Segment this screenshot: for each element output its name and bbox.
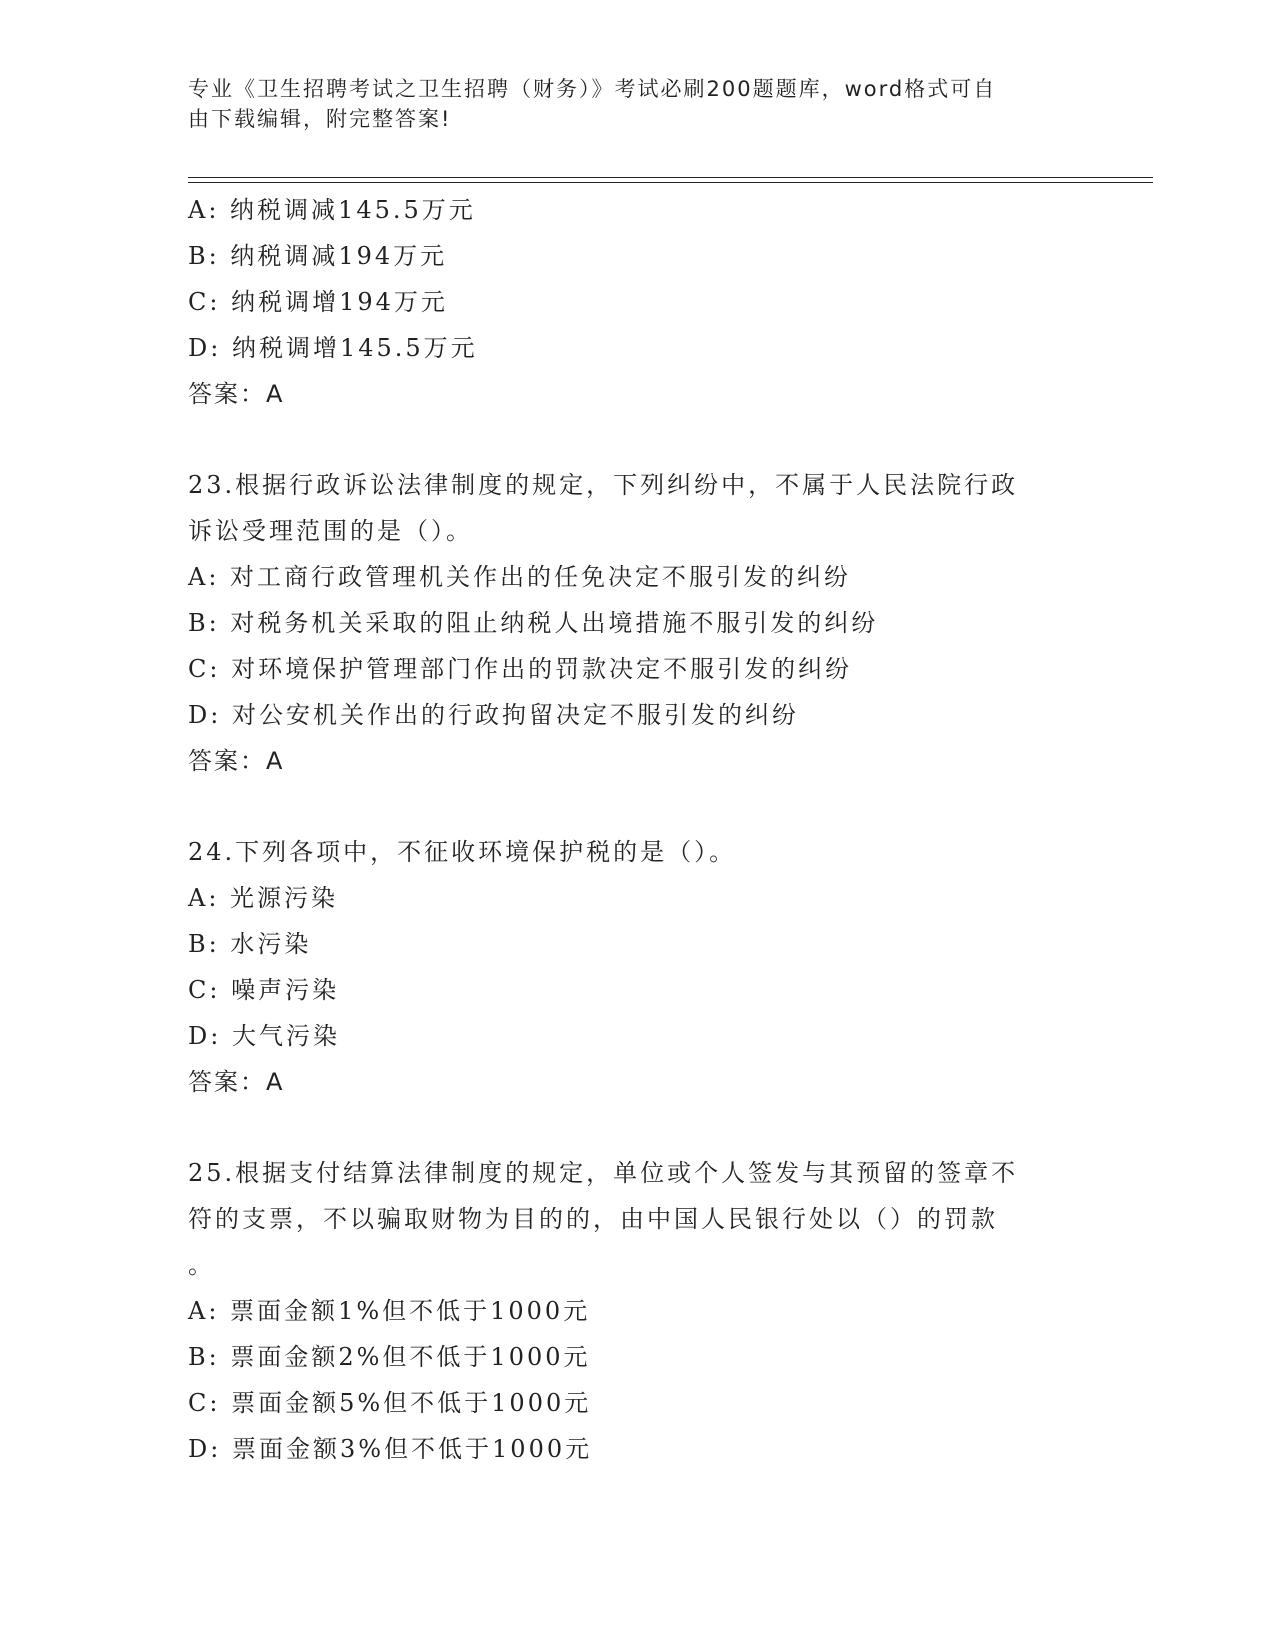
question-stem-line-2: 符的支票，不以骗取财物为目的的，由中国人民银行处以（）的罚款 <box>188 1205 998 1233</box>
spacer <box>188 417 1088 462</box>
option-c: C: 票面金额5%但不低于1000元 <box>188 1389 592 1417</box>
option-c: C: 对环境保护管理部门作出的罚款决定不服引发的纠纷 <box>188 655 853 683</box>
option-b: B: 纳税调减194万元 <box>188 242 448 270</box>
answer: 答案：A <box>188 747 285 775</box>
option-a: A: 纳税调减145.5万元 <box>188 196 476 224</box>
option-c: C: 纳税调增194万元 <box>188 288 448 316</box>
question-stem-line-1: 24.下列各项中，不征收环境保护税的是（）。 <box>188 838 737 866</box>
question-23 <box>188 462 1088 784</box>
option-a: A: 对工商行政管理机关作出的任免决定不服引发的纠纷 <box>188 563 852 591</box>
option-c: C: 噪声污染 <box>188 976 340 1004</box>
header-line-2: 由下载编辑，附完整答案! <box>188 107 452 131</box>
question-stem-line-1: 25.根据支付结算法律制度的规定，单位或个人签发与其预留的签章不 <box>188 1159 1019 1187</box>
option-d: D: 票面金额3%但不低于1000元 <box>188 1435 593 1463</box>
question-list <box>188 187 1088 1472</box>
question-stem-line-1: 23.根据行政诉讼法律制度的规定，下列纠纷中，不属于人民法院行政 <box>188 471 1019 499</box>
option-b: B: 对税务机关采取的阻止纳税人出境措施不服引发的纠纷 <box>188 609 879 637</box>
option-d: D: 纳税调增145.5万元 <box>188 334 478 362</box>
option-b: B: 票面金额2%但不低于1000元 <box>188 1343 591 1371</box>
answer: 答案：A <box>188 1068 285 1096</box>
question-22 <box>188 187 1088 417</box>
option-b: B: 水污染 <box>188 930 312 958</box>
option-a: A: 光源污染 <box>188 884 339 912</box>
question-25 <box>188 1150 1088 1472</box>
answer: 答案：A <box>188 380 285 408</box>
option-a: A: 票面金额1%但不低于1000元 <box>188 1297 591 1325</box>
question-stem-line-2: 诉讼受理范围的是（）。 <box>188 517 473 545</box>
header-divider-top <box>188 177 1153 178</box>
option-d: D: 大气污染 <box>188 1022 340 1050</box>
question-stem-line-3: 。 <box>188 1251 215 1279</box>
document-header <box>188 74 1068 134</box>
option-d: D: 对公安机关作出的行政拘留决定不服引发的纠纷 <box>188 701 799 729</box>
question-24 <box>188 829 1088 1105</box>
header-divider-bottom <box>188 182 1153 183</box>
header-line-1: 专业《卫生招聘考试之卫生招聘（财务）》考试必刷200题题库，word格式可自 <box>188 77 997 101</box>
spacer <box>188 784 1088 829</box>
spacer <box>188 1105 1088 1150</box>
